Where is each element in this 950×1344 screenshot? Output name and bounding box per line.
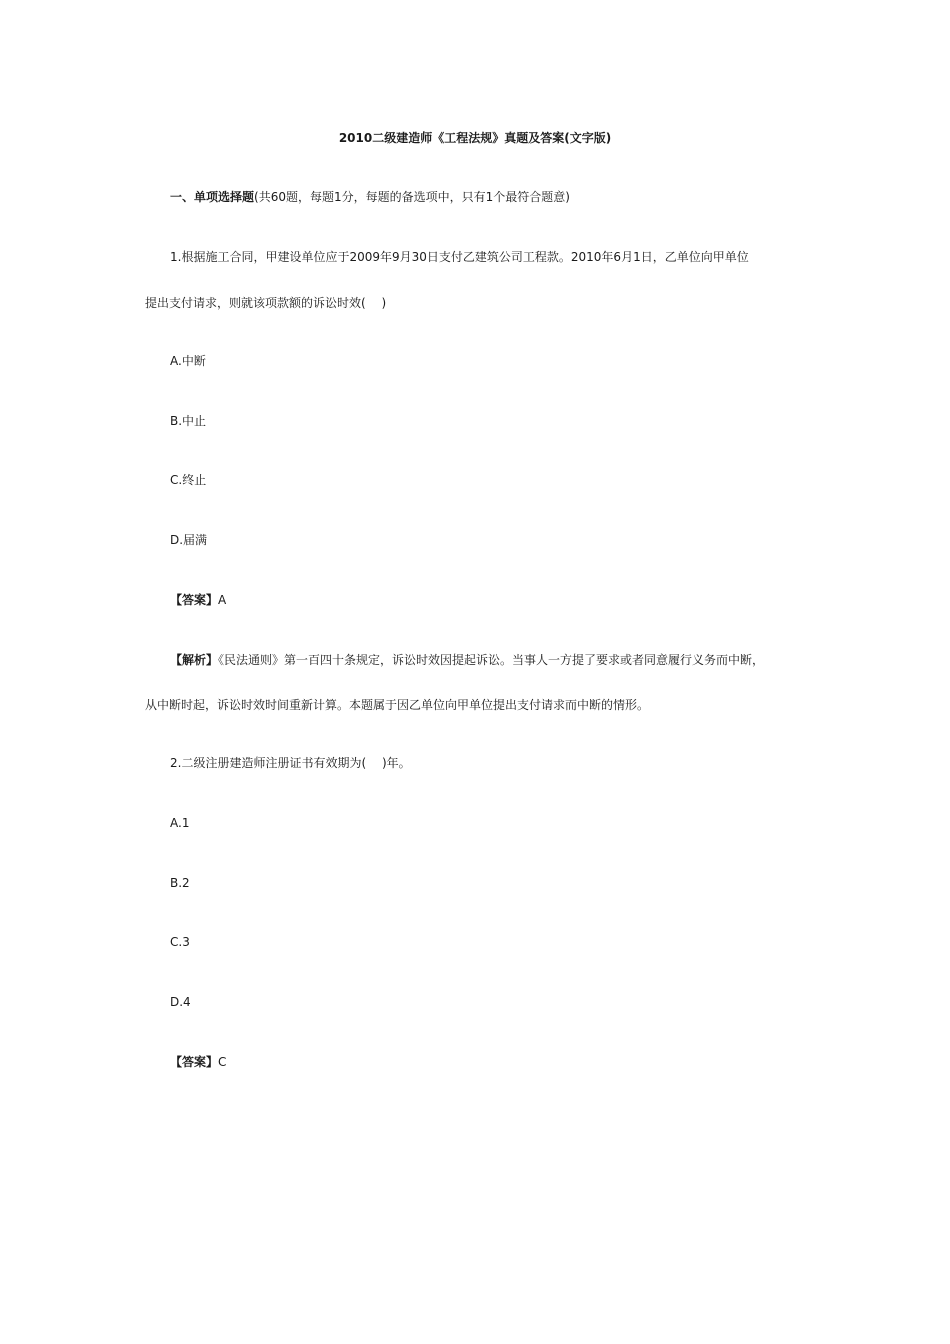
q2-answer-label: 【答案】: [170, 1055, 219, 1069]
q2-option-a: A.1: [170, 816, 190, 830]
q2-stem: 2.二级注册建造师注册证书有效期为( )年。: [170, 756, 411, 770]
q2-answer-value: C: [218, 1055, 227, 1069]
q2-answer: [170, 1054, 226, 1070]
q1-answer-value: A: [218, 593, 227, 607]
q1-option-d: D.届满: [170, 533, 208, 547]
q1-stem-line2: 提出支付请求，则就该项款额的诉讼时效( ): [145, 296, 387, 310]
q2-option-c: C.3: [170, 935, 190, 949]
q1-answer: [170, 592, 226, 608]
document-title: 2010二级建造师《工程法规》真题及答案(文字版): [338, 131, 612, 145]
q1-analysis-label: 【解析】: [170, 653, 219, 667]
q1-answer-label: 【答案】: [170, 593, 219, 607]
q1-analysis-text1: 《民法通则》第一百四十条规定，诉讼时效因提起诉讼。当事人一方提了要求或者同意履行义务而中断，: [218, 653, 765, 667]
q1-option-a: A.中断: [170, 354, 206, 368]
q1-analysis-line1: [170, 652, 764, 668]
q2-option-b: B.2: [170, 876, 190, 890]
q1-option-c: C.终止: [170, 473, 207, 487]
q1-stem-line1: 1.根据施工合同，甲建设单位应于2009年9月30日支付乙建筑公司工程款。2010年6月1日，乙单位向甲单位: [170, 250, 749, 264]
q1-analysis-line2: 从中断时起，诉讼时效时间重新计算。本题属于因乙单位向甲单位提出支付请求而中断的情形。: [145, 698, 650, 712]
q2-option-d: D.4: [170, 995, 191, 1009]
section-heading-note: (共60题，每题1分，每题的备选项中，只有1个最符合题意): [254, 190, 570, 204]
q1-option-b: B.中止: [170, 414, 207, 428]
section-heading-label: 一、单项选择题: [170, 190, 255, 204]
section-heading: [170, 189, 570, 205]
